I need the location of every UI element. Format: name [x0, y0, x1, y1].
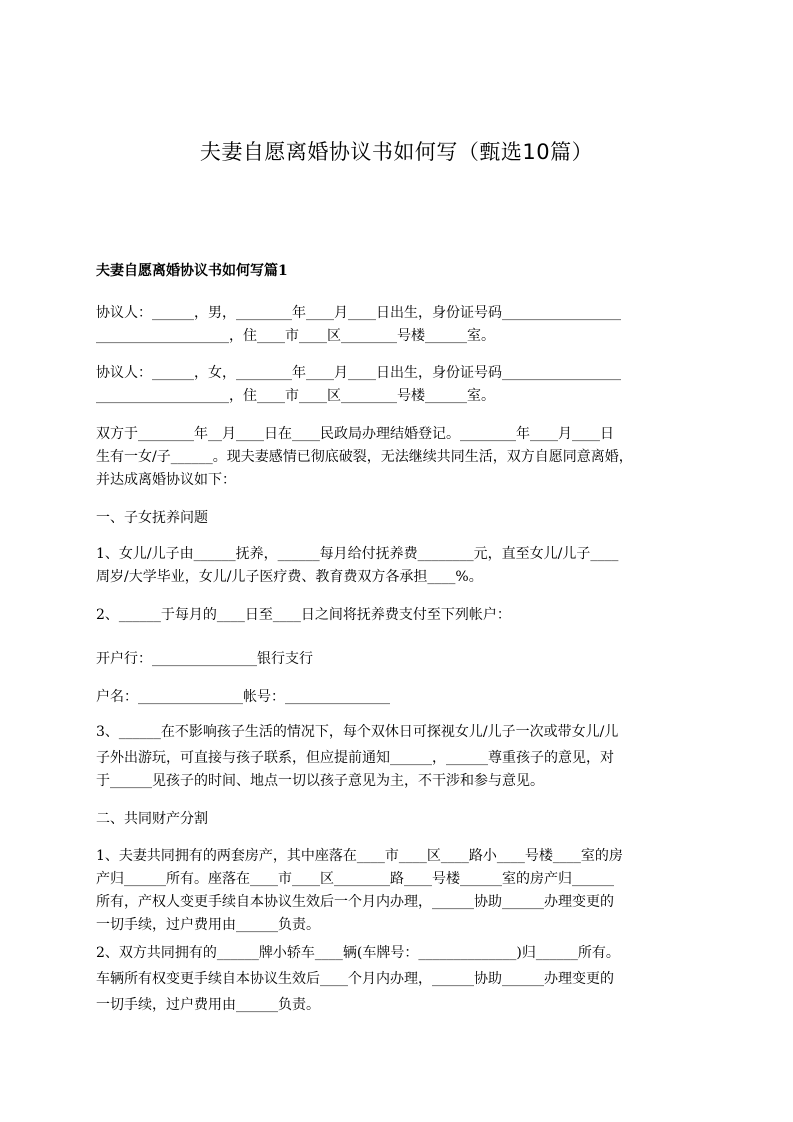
paragraph-line: 1、女儿/儿子由______抚养，______每月给付抚养费________元，直至女儿/儿子____	[96, 546, 619, 562]
paragraph-line: 1、夫妻共同拥有的两套房产，其中座落在____市____区____路小____号楼____室的房	[96, 848, 623, 864]
paragraph-line: 产归______所有。座落在____市____区________路____号楼______室的房产归______	[96, 871, 614, 887]
section-heading: 夫妻自愿离婚协议书如何写篇1	[96, 263, 288, 279]
paragraph-line: 子外出游玩，可直接与孩子联系，但应提前通知______，______尊重孩子的意见，对	[96, 750, 614, 766]
paragraph-line: 所有，产权人变更手续自本协议生效后一个月内办理，______协助______办理变更的	[96, 894, 614, 910]
section-heading-property: 二、共同财产分割	[96, 811, 208, 827]
paragraph-line: 户名：_______________帐号：_______________	[96, 689, 390, 705]
paragraph-line: 2、______于每月的____日至____日之间将抚养费支付至下列帐户：	[96, 607, 511, 623]
paragraph-line: 协议人：______，女，________年____月____日出生，身份证号码_________________	[96, 365, 621, 381]
document-title: 夫妻自愿离婚协议书如何写（甄选10篇）	[199, 140, 594, 164]
section-heading-children: 一、子女抚养问题	[96, 510, 208, 526]
paragraph-line: ___________________，住____市____区________号楼______室。	[96, 388, 495, 404]
paragraph-line: 一切手续，过户费用由______负责。	[96, 917, 320, 933]
paragraph-line: 于______见孩子的时间、地点一切以孩子意见为主，不干涉和参与意见。	[96, 773, 544, 789]
paragraph-line: 3、______在不影响孩子生活的情况下，每个双休日可探视女儿/儿子一次或带女儿/儿	[96, 724, 619, 740]
paragraph-line: 生有一女/子______。现夫妻感情已彻底破裂，无法继续共同生活，双方自愿同意离婚，	[96, 449, 633, 465]
paragraph-line: 车辆所有权变更手续自本协议生效后____个月内办理，______协助______办理变更的	[96, 971, 614, 987]
paragraph-line: 双方于________年__月____日在____民政局办理结婚登记。________年____月____日	[96, 426, 614, 442]
paragraph-line: ___________________，住____市____区________号楼______室。	[96, 328, 495, 344]
paragraph-line: 一切手续，过户费用由______负责。	[96, 997, 320, 1013]
paragraph-line: 周岁/大学毕业，女儿/儿子医疗费、教育费双方各承担____%。	[96, 569, 483, 585]
paragraph-line: 开户行：_______________银行支行	[96, 651, 313, 667]
paragraph-line: 并达成离婚协议如下：	[96, 472, 236, 488]
paragraph-line: 协议人：______，男，________年____月____日出生，身份证号码_________________	[96, 305, 621, 321]
paragraph-line: 2、双方共同拥有的______牌小轿车____辆(车牌号：______________)归______所有。	[96, 945, 620, 961]
